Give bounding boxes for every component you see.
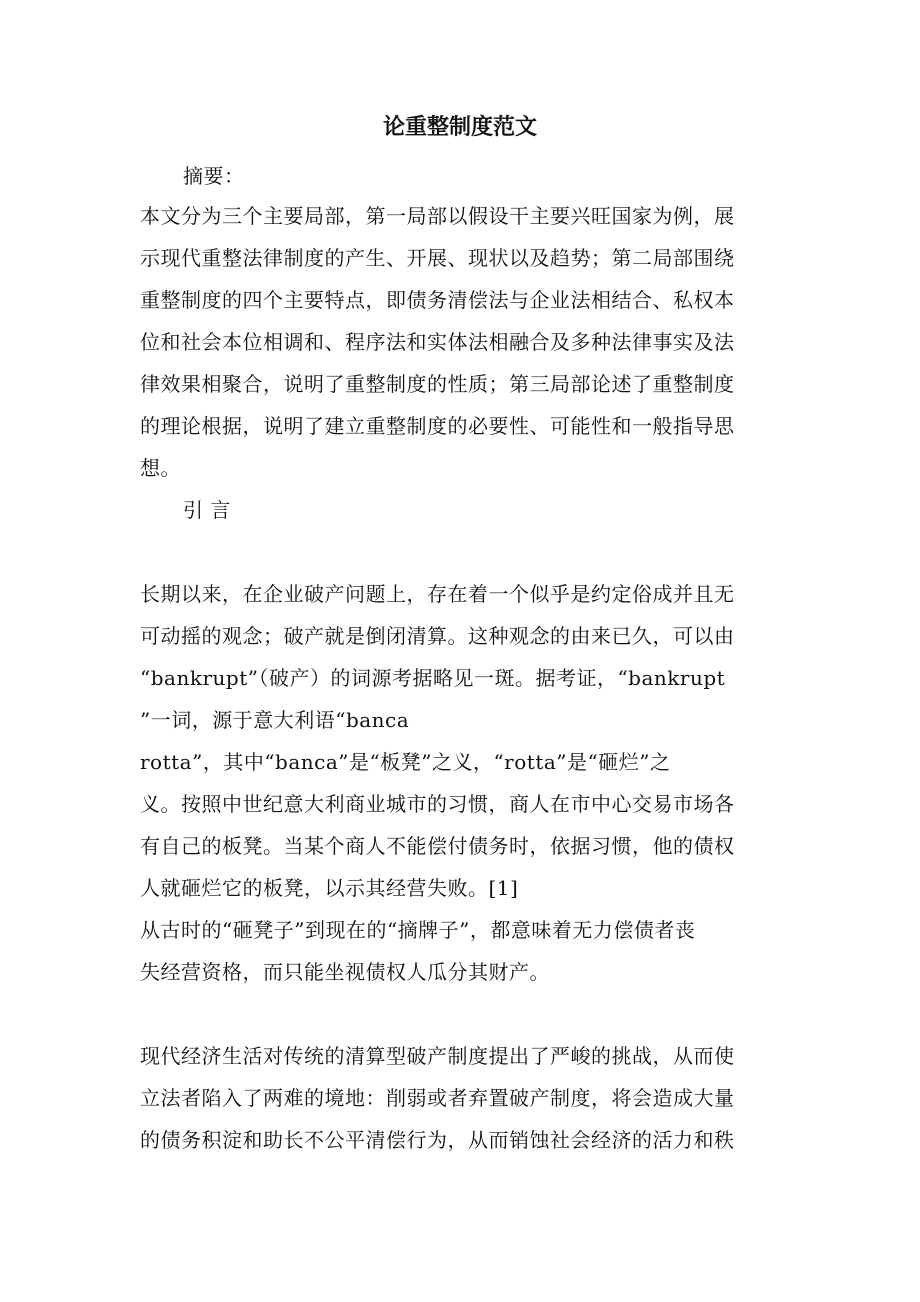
abstract-label: 摘要： bbox=[183, 164, 245, 188]
intro-line: “bankrupt”（破产）的词源考据略见一斑。据考证，“bankrupt bbox=[140, 666, 726, 690]
abstract-line: 的理论根据，说明了建立重整制度的必要性、可能性和一般指导思 bbox=[140, 414, 735, 438]
intro-line: 从古时的“砸凳子”到现在的“摘牌子”，都意味着无力偿债者丧 bbox=[140, 918, 696, 942]
body-line: 立法者陷入了两难的境地：削弱或者弃置破产制度，将会造成大量 bbox=[140, 1086, 735, 1110]
intro-line: 有自己的板凳。当某个商人不能偿付债务时，依据习惯，他的债权 bbox=[140, 834, 735, 858]
intro-line: 义。按照中世纪意大利商业城市的习惯，商人在市中心交易市场各 bbox=[140, 792, 735, 816]
abstract-line: 示现代重整法律制度的产生、开展、现状以及趋势；第二局部围绕 bbox=[140, 246, 735, 270]
abstract-line: 本文分为三个主要局部，第一局部以假设干主要兴旺国家为例，展 bbox=[140, 204, 735, 228]
intro-line: ”一词，源于意大利语“banca bbox=[140, 708, 410, 732]
abstract-line: 重整制度的四个主要特点，即债务清偿法与企业法相结合、私权本 bbox=[140, 288, 735, 312]
intro-line: rotta”，其中“banca”是“板凳”之义，“rotta”是“砸烂”之 bbox=[140, 750, 671, 774]
abstract-line: 想。 bbox=[140, 456, 181, 480]
abstract-line: 位和社会本位相调和、程序法和实体法相融合及多种法律事实及法 bbox=[140, 330, 735, 354]
intro-line: 人就砸烂它的板凳，以示其经营失败。[1] bbox=[140, 876, 519, 900]
body-line: 现代经济生活对传统的清算型破产制度提出了严峻的挑战，从而使 bbox=[140, 1044, 735, 1068]
document-title: 论重整制度范文 bbox=[382, 114, 537, 140]
intro-line: 失经营资格，而只能坐视债权人瓜分其财产。 bbox=[140, 960, 550, 984]
intro-line: 长期以来，在企业破产问题上，存在着一个似乎是约定俗成并且无 bbox=[140, 582, 735, 606]
intro-heading: 引 言 bbox=[183, 498, 231, 522]
body-line: 的债务积淀和助长不公平清偿行为，从而销蚀社会经济的活力和秩 bbox=[140, 1128, 735, 1152]
intro-line: 可动摇的观念；破产就是倒闭清算。这种观念的由来已久，可以由 bbox=[140, 624, 735, 648]
abstract-line: 律效果相聚合，说明了重整制度的性质；第三局部论述了重整制度 bbox=[140, 372, 735, 396]
